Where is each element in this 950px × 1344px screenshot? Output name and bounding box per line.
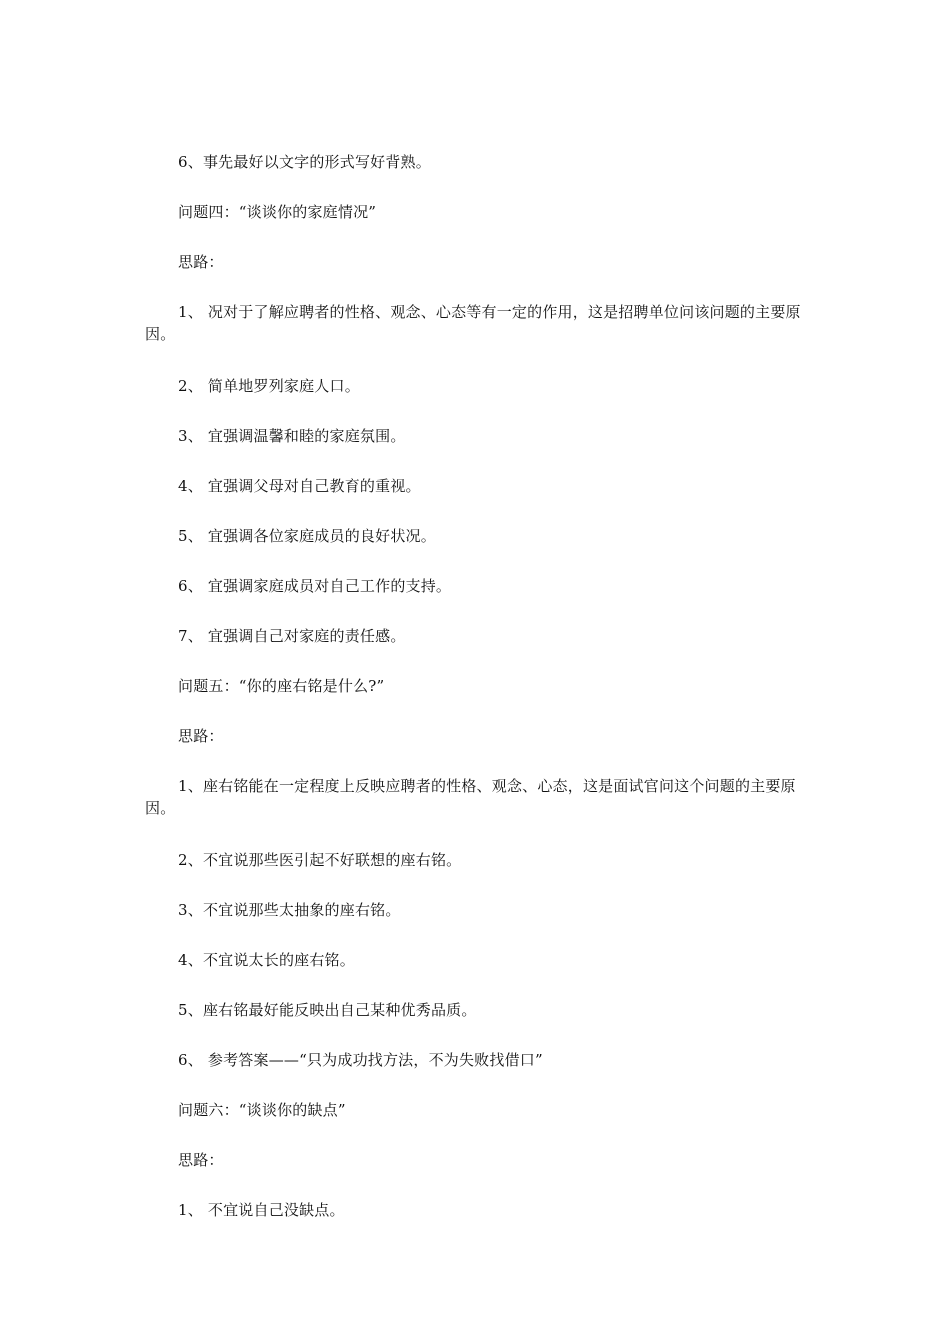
q4-point-5: 5、 宜强调各位家庭成员的良好状况。 xyxy=(178,527,436,545)
q5-point-6: 6、 参考答案——“只为成功找方法，不为失败找借口” xyxy=(178,1051,543,1069)
q5-point-2: 2、不宜说那些医引起不好联想的座右铭。 xyxy=(178,851,462,869)
q5-point-1: 1、座右铭能在一定程度上反映应聘者的性格、观念、心态，这是面试官问这个问题的主要原因。 xyxy=(145,777,796,817)
approach-label: 思路： xyxy=(178,1151,224,1169)
q5-point-3: 3、不宜说那些太抽象的座右铭。 xyxy=(178,901,401,919)
q4-point-3: 3、 宜强调温馨和睦的家庭氛围。 xyxy=(178,427,406,445)
q5-point-4: 4、不宜说太长的座右铭。 xyxy=(178,951,355,969)
q4-point-1: 1、 况对于了解应聘者的性格、观念、心态等有一定的作用，这是招聘单位问该问题的主要原因。 xyxy=(145,303,801,343)
q4-point-6: 6、 宜强调家庭成员对自己工作的支持。 xyxy=(178,577,452,595)
question-5-heading: 问题五：“你的座右铭是什么?” xyxy=(178,677,385,695)
question-4-heading: 问题四：“谈谈你的家庭情况” xyxy=(178,203,377,221)
paragraph-step-6-memorize: 6、事先最好以文字的形式写好背熟。 xyxy=(178,153,431,171)
q4-point-4: 4、 宜强调父母对自己教育的重视。 xyxy=(178,477,421,495)
q4-point-7: 7、 宜强调自己对家庭的责任感。 xyxy=(178,627,406,645)
approach-label: 思路： xyxy=(178,727,224,745)
approach-label: 思路： xyxy=(178,253,224,271)
q4-point-2: 2、 简单地罗列家庭人口。 xyxy=(178,377,360,395)
q5-point-5: 5、座右铭最好能反映出自己某种优秀品质。 xyxy=(178,1001,477,1019)
question-6-heading: 问题六：“谈谈你的缺点” xyxy=(178,1101,346,1119)
q6-point-1: 1、 不宜说自己没缺点。 xyxy=(178,1201,345,1219)
